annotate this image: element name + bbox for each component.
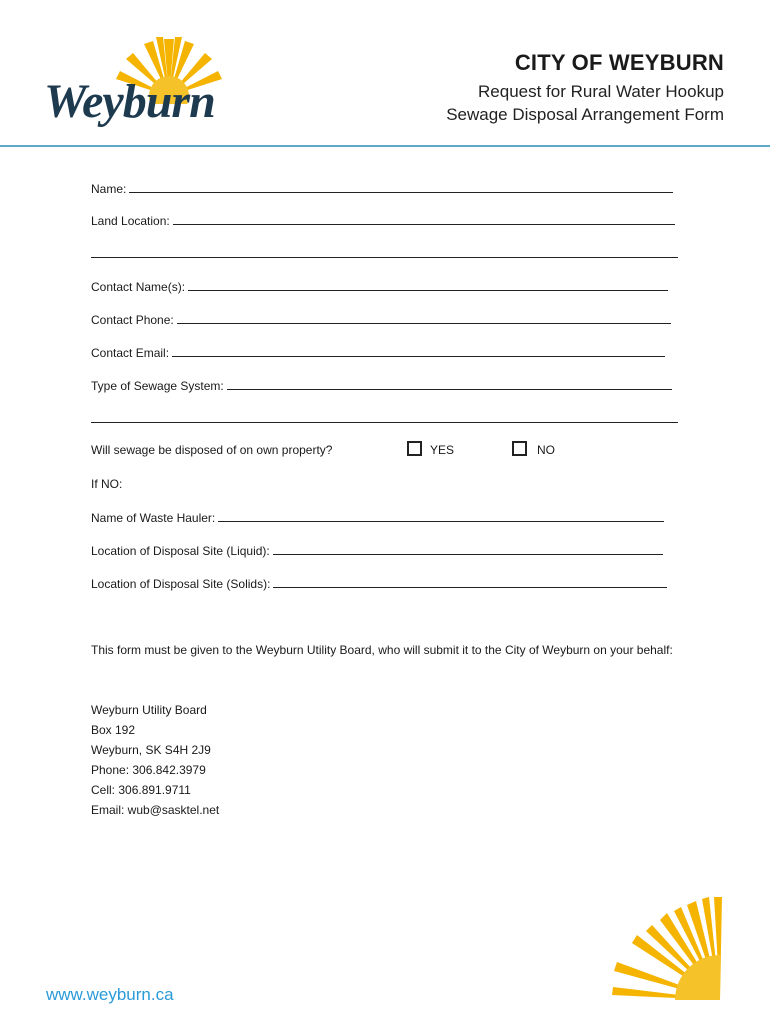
yes-checkbox[interactable] <box>407 441 422 456</box>
disposal-solids-label: Location of Disposal Site (Solids): <box>91 577 271 591</box>
waste-hauler-label: Name of Waste Hauler: <box>91 511 216 525</box>
contact-email-label: Contact Email: <box>91 346 170 360</box>
land-location-line-2 <box>91 246 678 258</box>
name-label: Name: <box>91 182 127 196</box>
disposal-solids-input[interactable] <box>273 576 667 588</box>
name-field <box>91 181 673 196</box>
address-phone: Phone: 306.842.3979 <box>91 763 206 777</box>
city-logo <box>44 34 234 134</box>
address-city: Weyburn, SK S4H 2J9 <box>91 743 211 757</box>
website-link[interactable]: www.weyburn.ca <box>46 985 174 1004</box>
instructions-paragraph: This form must be given to the Weyburn Utility Board, who will submit it to the City of Weyburn on your behalf: <box>91 643 673 657</box>
sewage-question: Will sewage be disposed of on own property? <box>91 443 333 457</box>
contact-names-field <box>91 279 668 294</box>
sewage-type-input[interactable] <box>227 378 672 390</box>
no-label: NO <box>537 443 555 457</box>
waste-hauler-field <box>91 510 664 525</box>
sewage-type-line-2 <box>91 411 678 423</box>
disposal-solids-field <box>91 576 667 591</box>
land-location-field <box>91 213 675 228</box>
contact-names-input[interactable] <box>188 279 668 291</box>
name-input[interactable] <box>129 181 673 193</box>
waste-hauler-input[interactable] <box>218 510 664 522</box>
header-divider <box>0 145 770 147</box>
address-box: Box 192 <box>91 723 136 737</box>
contact-address <box>91 700 219 820</box>
form-subtitle-2: Sewage Disposal Arrangement Form <box>446 105 724 124</box>
contact-email-field <box>91 345 665 360</box>
sewage-type-input-2[interactable] <box>91 411 678 423</box>
land-location-input[interactable] <box>173 213 675 225</box>
address-email[interactable]: Email: wub@sasktel.net <box>91 803 220 817</box>
page-header <box>446 50 724 125</box>
contact-email-input[interactable] <box>172 345 665 357</box>
if-no-heading: If NO: <box>91 477 123 491</box>
sun-rays-icon <box>612 895 722 1003</box>
contact-phone-label: Contact Phone: <box>91 313 174 327</box>
land-location-label: Land Location: <box>91 214 170 228</box>
address-org: Weyburn Utility Board <box>91 703 207 717</box>
sewage-type-field <box>91 378 672 393</box>
contact-phone-input[interactable] <box>177 312 671 324</box>
contact-phone-field <box>91 312 671 327</box>
form-subtitle-1: Request for Rural Water Hookup <box>478 82 724 101</box>
page-title: CITY OF WEYBURN <box>514 50 724 75</box>
land-location-input-2[interactable] <box>91 246 678 258</box>
no-checkbox[interactable] <box>512 441 527 456</box>
sewage-type-label: Type of Sewage System: <box>91 379 224 393</box>
address-cell: Cell: 306.891.9711 <box>91 783 191 797</box>
disposal-liquid-label: Location of Disposal Site (Liquid): <box>91 544 270 558</box>
disposal-liquid-field <box>91 543 663 558</box>
yes-label: YES <box>430 443 455 457</box>
disposal-liquid-input[interactable] <box>273 543 663 555</box>
contact-names-label: Contact Name(s): <box>91 280 186 294</box>
logo-wordmark: Weyburn <box>44 75 215 128</box>
